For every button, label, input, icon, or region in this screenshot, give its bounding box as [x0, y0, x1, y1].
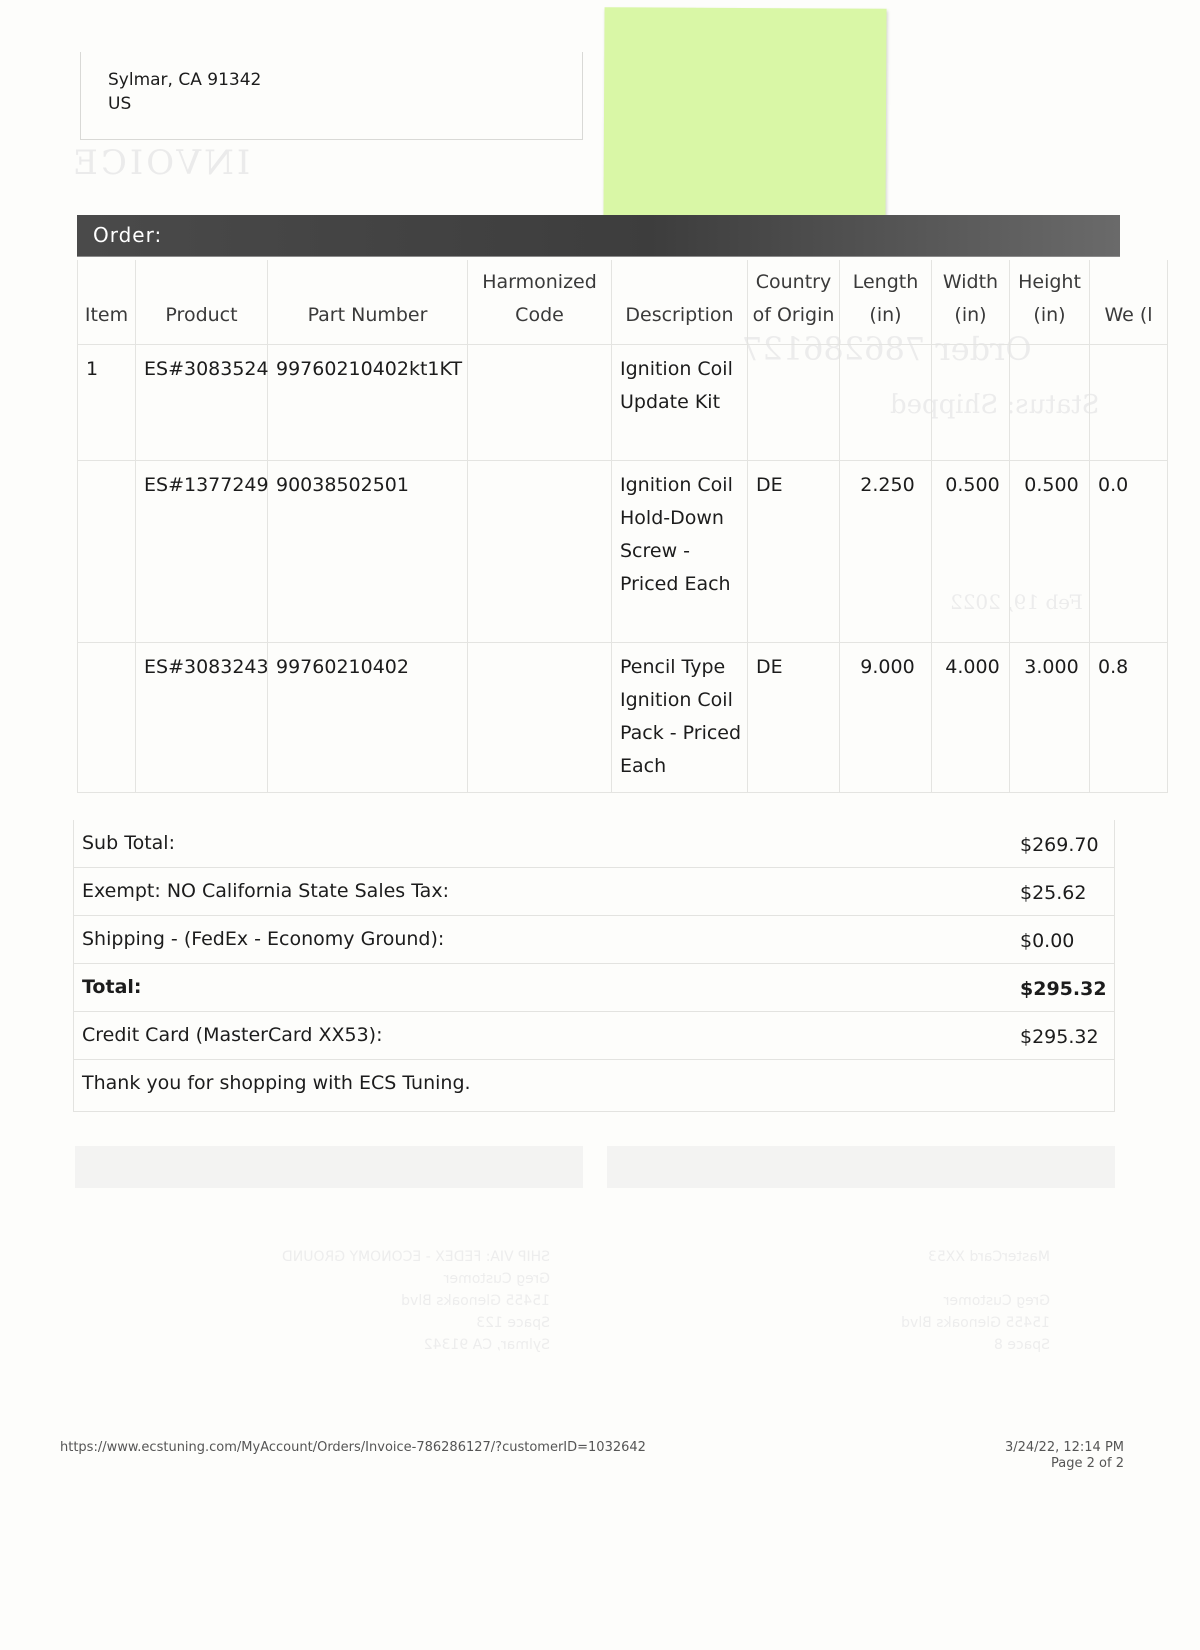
- cell-description: Ignition Coil Update Kit: [612, 345, 748, 461]
- total-value: $295.32: [1020, 978, 1107, 1000]
- credit-card-value: $295.32: [1020, 1026, 1099, 1048]
- col-product: Product: [136, 260, 268, 345]
- bleed-through-band-left: [75, 1146, 583, 1188]
- cell-country: DE: [748, 643, 840, 793]
- cell-height: 0.500: [1010, 461, 1090, 643]
- subtotal-label: Sub Total:: [82, 832, 175, 854]
- col-length: Length (in): [840, 260, 932, 345]
- cell-weight: 0.0: [1090, 461, 1168, 643]
- subtotal-row: [73, 820, 1115, 868]
- footer-meta: [1005, 1440, 1124, 1472]
- cell-country: [748, 345, 840, 461]
- shipping-label: Shipping - (FedEx - Economy Ground):: [82, 928, 445, 950]
- cell-weight: [1090, 345, 1168, 461]
- order-items-table-wrapper: [77, 260, 1153, 820]
- cell-part-number: 99760210402: [268, 643, 468, 793]
- cell-country: DE: [748, 461, 840, 643]
- credit-card-row: [73, 1012, 1115, 1060]
- cell-weight: 0.8: [1090, 643, 1168, 793]
- tax-value: $25.62: [1020, 882, 1087, 904]
- cell-product: ES#1377249: [136, 461, 268, 643]
- subtotal-value: $269.70: [1020, 834, 1099, 856]
- cell-harmonized-code: [468, 461, 612, 643]
- cell-width: 4.000: [932, 643, 1010, 793]
- bleed-through-status-text: Status: Shipped: [890, 390, 1100, 420]
- table-row: [78, 461, 1168, 643]
- col-item: Item: [78, 260, 136, 345]
- footer-page-number: Page 2 of 2: [1051, 1456, 1124, 1471]
- tax-row: [73, 868, 1115, 916]
- table-header-row: [78, 260, 1168, 345]
- cell-height: [1010, 345, 1090, 461]
- col-height: Height (in): [1010, 260, 1090, 345]
- cell-width: [932, 345, 1010, 461]
- footer-url: https://www.ecstuning.com/MyAccount/Orders/Invoice-786286127/?customerID=1032642: [60, 1440, 646, 1455]
- cell-item: 1: [78, 345, 136, 461]
- col-width: Width (in): [932, 260, 1010, 345]
- cell-product: ES#3083243: [136, 643, 268, 793]
- col-part-number: Part Number: [268, 260, 468, 345]
- order-section-header: Order:: [77, 215, 1120, 257]
- cell-item: [78, 643, 136, 793]
- shipping-address-box: [80, 52, 583, 140]
- order-totals: [73, 820, 1115, 1112]
- bleed-through-invoice-text: INVOICE: [70, 143, 251, 183]
- tax-label: Exempt: NO California State Sales Tax:: [82, 880, 449, 902]
- cell-harmonized-code: [468, 643, 612, 793]
- total-label: Total:: [82, 976, 142, 998]
- cell-item: [78, 461, 136, 643]
- col-weight: We (l: [1090, 260, 1168, 345]
- bleed-through-order-text: Order 786286127: [742, 330, 1032, 368]
- cell-length: 9.000: [840, 643, 932, 793]
- address-country: US: [108, 94, 132, 114]
- bleed-through-shipping-block: SHIP VIA: FEDEX - ECONOMY GROUND Greg Customer 15455 Glenoaks Blvd Space 123 Sylmar, CA 91342: [281, 1249, 550, 1353]
- address-city-line: Sylmar, CA 91342: [108, 70, 262, 90]
- cell-height: 3.000: [1010, 643, 1090, 793]
- cell-description: Pencil Type Ignition Coil Pack - Priced Each: [612, 643, 748, 793]
- shipping-value: $0.00: [1020, 930, 1075, 952]
- footer-datetime: 3/24/22, 12:14 PM: [1004, 1440, 1124, 1455]
- cell-length: 2.250: [840, 461, 932, 643]
- cell-harmonized-code: [468, 345, 612, 461]
- cell-description: Ignition Coil Hold-Down Screw - Priced Each: [612, 461, 748, 643]
- table-row: [78, 345, 1168, 461]
- cell-product: ES#3083524: [136, 345, 268, 461]
- table-row: [78, 643, 1168, 793]
- cell-width: 0.500: [932, 461, 1010, 643]
- col-description: Description: [612, 260, 748, 345]
- col-country-of-origin: Country of Origin: [748, 260, 840, 345]
- credit-card-label: Credit Card (MasterCard XX53):: [82, 1024, 383, 1046]
- total-row: [73, 964, 1115, 1012]
- cell-part-number: 90038502501: [268, 461, 468, 643]
- bleed-through-band-right: [607, 1146, 1115, 1188]
- thank-you-message: Thank you for shopping with ECS Tuning.: [82, 1072, 471, 1094]
- cell-length: [840, 345, 932, 461]
- cell-part-number: 99760210402kt1KT: [268, 345, 468, 461]
- shipping-row: [73, 916, 1115, 964]
- bleed-through-date-text: Feb 19, 2022: [950, 590, 1083, 614]
- order-items-table: [77, 260, 1168, 793]
- bleed-through-billing-block: MasterCard XX53 Greg Customer 15455 Glenoaks Blvd Space 8: [901, 1249, 1050, 1353]
- col-harmonized-code: Harmonized Code: [468, 260, 612, 345]
- sticky-note: [603, 7, 886, 222]
- thank-you-row: [73, 1060, 1115, 1112]
